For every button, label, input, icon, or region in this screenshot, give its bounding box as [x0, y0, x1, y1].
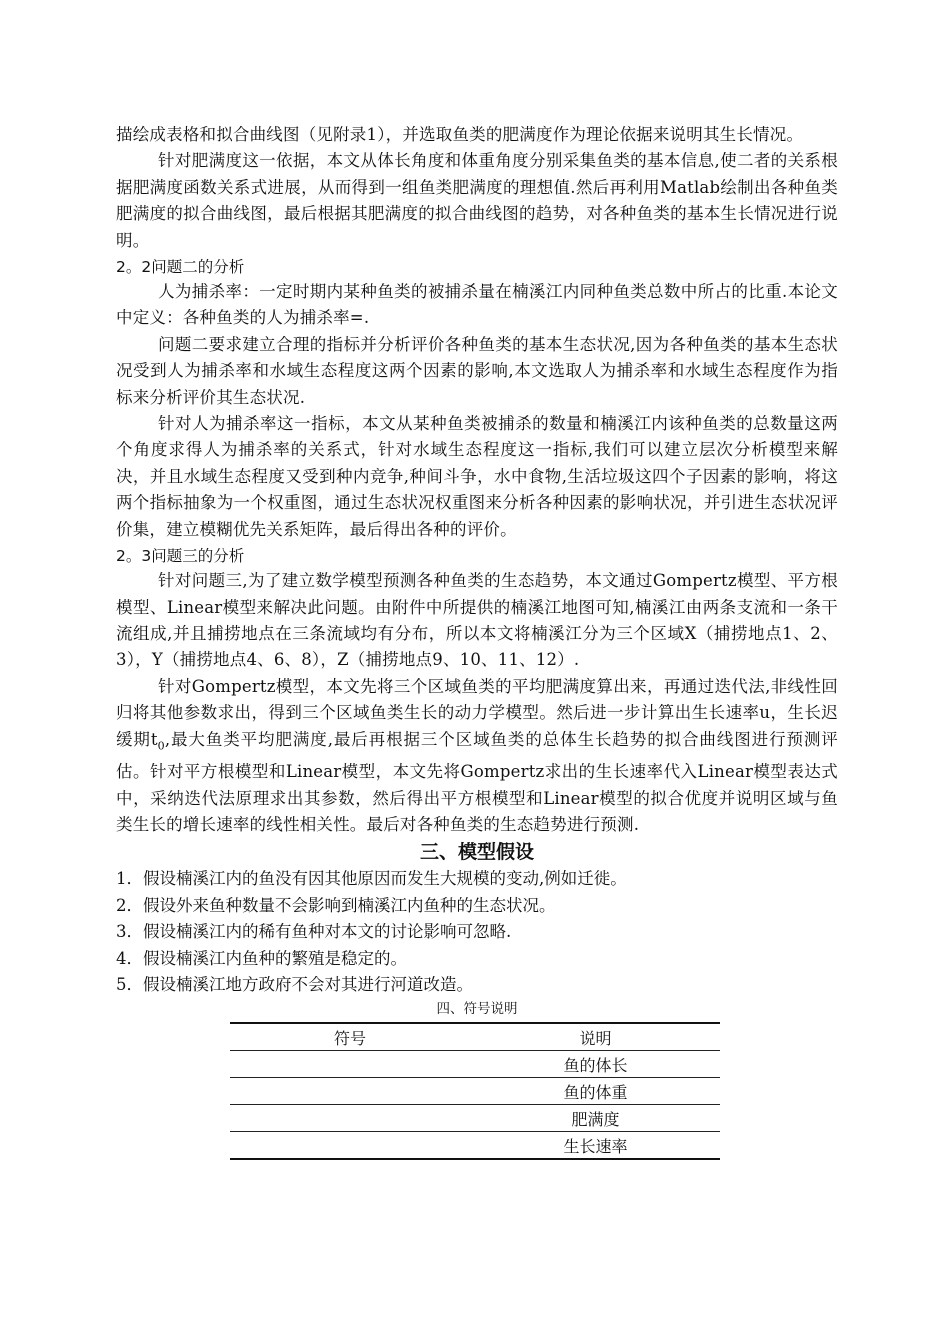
paragraph-problem-3-regions: 针对问题三,为了建立数学模型预测各种鱼类的生态趋势，本文通过Gompertz模型、平方根模型、Linear模型来解决此问题。由附件中所提供的楠溪江地图可知,楠溪江由两条支流和一条干流组成,并且捕捞地点在三条流域均有分布，所以本文将楠溪江分为三个区域X（捕捞地点1、2、3），Y（捕捞地点4、6、8），Z（捕捞地点9、10、11、12）. — [116, 571, 838, 670]
heading-model-assumptions: 三、模型假设 — [419, 841, 534, 864]
column-header-description: 说明 — [471, 1023, 721, 1051]
table-header-row — [230, 1023, 720, 1051]
assumption-item: 5．假设楠溪江地方政府不会对其进行河道改造。 — [116, 975, 473, 995]
document-page — [116, 122, 838, 1160]
description-cell: 鱼的体长 — [471, 1051, 721, 1078]
assumption-item: 2．假设外来鱼种数量不会影响到楠溪江内鱼种的生态状况。 — [116, 895, 556, 915]
symbol-table-caption: 四、符号说明 — [436, 1001, 518, 1018]
description-cell: 鱼的体重 — [471, 1078, 721, 1105]
description-cell: 生长速率 — [471, 1132, 721, 1160]
gompertz-text-a: 针对Gompertz模型，本文先将三个区域鱼类的平均肥满度算出来，再通过迭代法,非线性回归将其他参数求出，得到三个区域鱼类生长的动力学模型。然后进一步计算出生长速率u，生长迟缓期t — [116, 676, 838, 749]
paragraph-gompertz-method — [116, 674, 838, 839]
description-cell: 肥满度 — [471, 1105, 721, 1132]
paragraph-problem-2-indicators: 问题二要求建立合理的指标并分析评价各种鱼类的基本生态状况,因为各种鱼类的基本生态状况受到人为捕杀率和水域生态程度这两个因素的影响,本文选取人为捕杀率和水域生态程度作为指标来分析评价其生态状况. — [116, 334, 838, 407]
symbol-cell — [230, 1051, 471, 1078]
table-row — [230, 1051, 720, 1078]
symbol-cell — [230, 1105, 471, 1132]
column-header-symbol: 符号 — [230, 1023, 471, 1051]
paragraph-problem-2-method: 针对人为捕杀率这一指标，本文从某种鱼类被捕杀的数量和楠溪江内该种鱼类的总数量这两个角度求得人为捕杀率的关系式，针对水域生态程度这一指标,我们可以建立层次分析模型来解决，并且水域生态程度又受到种内竞争,种间斗争，水中食物,生活垃圾这四个子因素的影响，将这两个指标抽象为一个权重图，通过生态状况权重图来分析各种因素的影响状况，并引进生态状况评价集，建立模糊优先关系矩阵，最后得出各种的评价。 — [116, 414, 838, 539]
subscript-zero: 0 — [157, 738, 165, 752]
heading-2-2: 2。2问题二的分析 — [116, 258, 245, 277]
table-row — [230, 1105, 720, 1132]
table-row — [230, 1132, 720, 1160]
symbol-table — [230, 1022, 720, 1160]
heading-2-3: 2。3问题三的分析 — [116, 547, 245, 566]
assumption-item: 3．假设楠溪江内的稀有鱼种对本文的讨论影响可忽略. — [116, 922, 512, 942]
symbol-cell — [230, 1132, 471, 1160]
table-row — [230, 1078, 720, 1105]
paragraph-capture-rate-definition: 人为捕杀率：一定时期内某种鱼类的被捕杀量在楠溪江内同种鱼类总数中所占的比重.本论文中定义：各种鱼类的人为捕杀率=. — [116, 282, 838, 328]
paragraph-2-1-tail: 描绘成表格和拟合曲线图（见附录1），并选取鱼类的肥满度作为理论依据来说明其生长情况。 — [116, 125, 804, 144]
paragraph-fatness-method: 针对肥满度这一依据，本文从体长角度和体重角度分别采集鱼类的基本信息,使二者的关系根据肥满度函数关系式进展，从而得到一组鱼类肥满度的理想值.然后再利用Matlab绘制出各种鱼类肥满度的拟合曲线图，最后根据其肥满度的拟合曲线图的趋势，对各种鱼类的基本生长情况进行说明。 — [116, 151, 838, 250]
assumption-item: 1．假设楠溪江内的鱼没有因其他原因而发生大规模的变动,例如迁徙。 — [116, 869, 627, 889]
symbol-cell — [230, 1078, 471, 1105]
gompertz-text-b: ,最大鱼类平均肥满度,最后再根据三个区域鱼类的总体生长趋势的拟合曲线图进行预测评估。针对平方根模型和Linear模型，本文先将Gompertz求出的生长速率代入Linear模型表达式中，采纳迭代法原理求出其参数，然后得出平方根模型和Linear模型的拟合优度并说明区域与鱼类生长的增长速率的线性相关性。最后对各种鱼类的生态趋势进行预测. — [116, 729, 838, 835]
assumption-item: 4．假设楠溪江内鱼种的繁殖是稳定的。 — [116, 948, 407, 968]
